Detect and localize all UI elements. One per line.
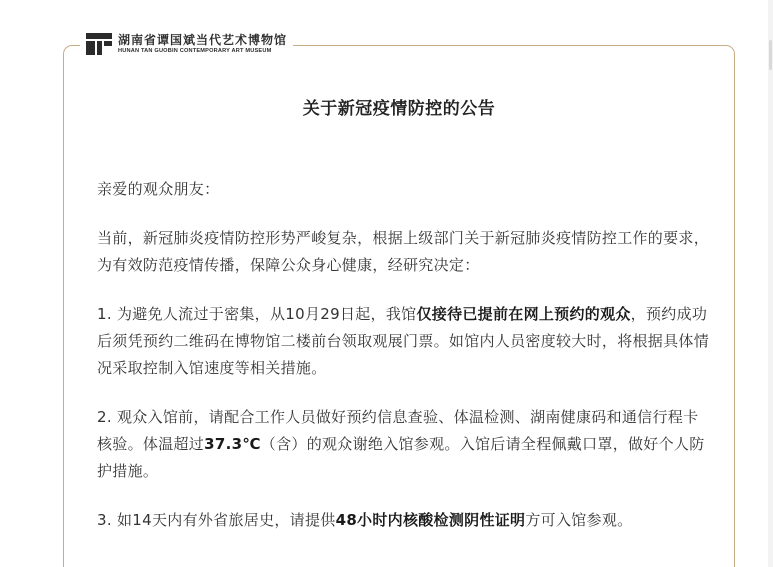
museum-logo: [80, 30, 293, 58]
item-1-emphasis: 仅接待已提前在网上预约的观众: [416, 305, 631, 323]
item-1-text-c: ，预约成功后须凭预约二维码在博物馆二楼前台领取观展门票。如馆内人员密度较大时，将根据具体情况采取控制入馆速度等相关措施。: [97, 305, 710, 377]
logo-name-cn: 湖南省谭国斌当代艺术博物馆: [118, 32, 288, 47]
scrollbar-thumb[interactable]: [769, 40, 772, 70]
item-2-text-a: 2. 观众入馆前，请配合工作人员做好预约信息查验、体温检测、湖南健康码和通信行程卡核验。体温超过: [97, 408, 699, 453]
item-1-paragraph: [97, 301, 709, 382]
intro-paragraph: 当前，新冠肺炎疫情防控形势严峻复杂，根据上级部门关于新冠肺炎疫情防控工作的要求，为有效防范疫情传播，保障公众身心健康，经研究决定：: [97, 229, 710, 274]
scrollbar[interactable]: [768, 0, 773, 567]
museum-logo-icon: [86, 33, 112, 55]
item-3-paragraph: [97, 507, 709, 534]
notice-title: 关于新冠疫情防控的公告: [302, 99, 496, 119]
item-3-text-c: 方可入馆参观。: [525, 511, 633, 529]
item-3-emphasis: 48小时内核酸检测阴性证明: [335, 511, 526, 529]
item-2-text-c: （含）的观众谢绝入馆参观。入馆后请全程佩戴口罩，做好个人防护措施。: [97, 435, 705, 480]
item-2-paragraph: [97, 404, 709, 485]
notice-body: [97, 176, 709, 556]
logo-name-en: HUNAN TAN GUOBIN CONTEMPORARY ART MUSEUM: [118, 47, 272, 54]
item-1-text-a: 1. 为避免人流过于密集，从10月29日起，我馆: [97, 305, 417, 323]
logo-text: [118, 34, 287, 55]
item-3-text-a: 3. 如14天内有外省旅居史，请提供: [97, 511, 336, 529]
greeting: 亲爱的观众朋友：: [97, 180, 220, 198]
item-2-emphasis: 37.3℃: [204, 435, 261, 453]
